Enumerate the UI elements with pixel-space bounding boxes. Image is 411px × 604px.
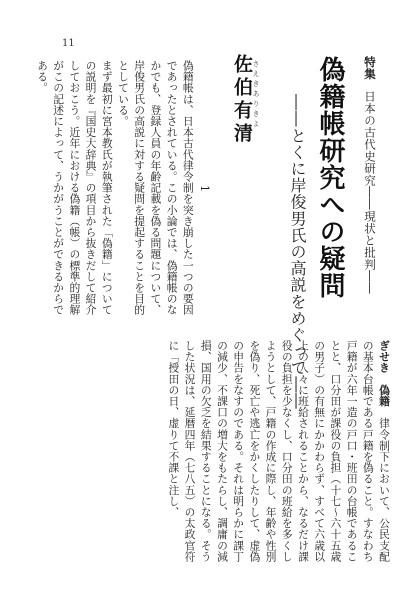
author-name: 佐伯有清 [231,54,253,146]
series-text: 日本の古代史研究――現状と批判―― [363,90,377,295]
body-lower [58,340,392,570]
section-number: 1 [198,185,211,193]
article-subtitle: ――とくに岸俊男氏の高説をめぐって―― [288,94,307,410]
series-heading [362,56,378,295]
series-label: 特集 [363,56,377,80]
page-number: 11 [62,38,75,49]
article-title: 偽籍帳研究への疑問 [315,56,345,299]
dictionary-quote [165,340,392,570]
keyword-text: 律令制下において、公民支配の基本台帳である戸籍を偽ること。すなわち戸籍が六年一造の戸口・班田の台帳であることと、口分田が課役の負担（十七～六十五歳の男子）の有無にかかわらず、すべて六歳以上の人々に班給されることから、なるだけ課役の負担を少なくし、口分田の班給を多くしようとして、戸籍の作成に際し、年齢や性別を偽り、死亡や逃亡をかくしたりして、虚偽の申告をなすのである。それは明らかに課丁の減少、不課口の増大をもたらし、調庸の減損、国用の欠乏を結果することになる。そうした状況は、延暦四年（七八五）の太政官符に「授田の日、虚りて不課と注し、 [167,340,391,563]
body-upper [35,60,212,318]
keyword-term: ぎせき 偽籍 [378,340,391,407]
paragraph-2: まず最初に宮本教氏が執筆された「偽籍」についての説明を『国史大辞典』の項目から抜きだして紹介しておこう。近年における偽籍（帳）の標準的理解がこの記述によって、うかがうことができるからである。 [35,60,114,316]
author-reading: さえきありきよ [252,60,260,130]
paragraph-1: 偽籍帳は、日本古代律令制を突き崩した一つの要因であったとされている。この小論では、偽籍帳のなかでも、登録人員の年齢記載を偽る問題について、岸俊男氏の高説に対する疑問を提起することを目的としている。 [116,60,195,316]
